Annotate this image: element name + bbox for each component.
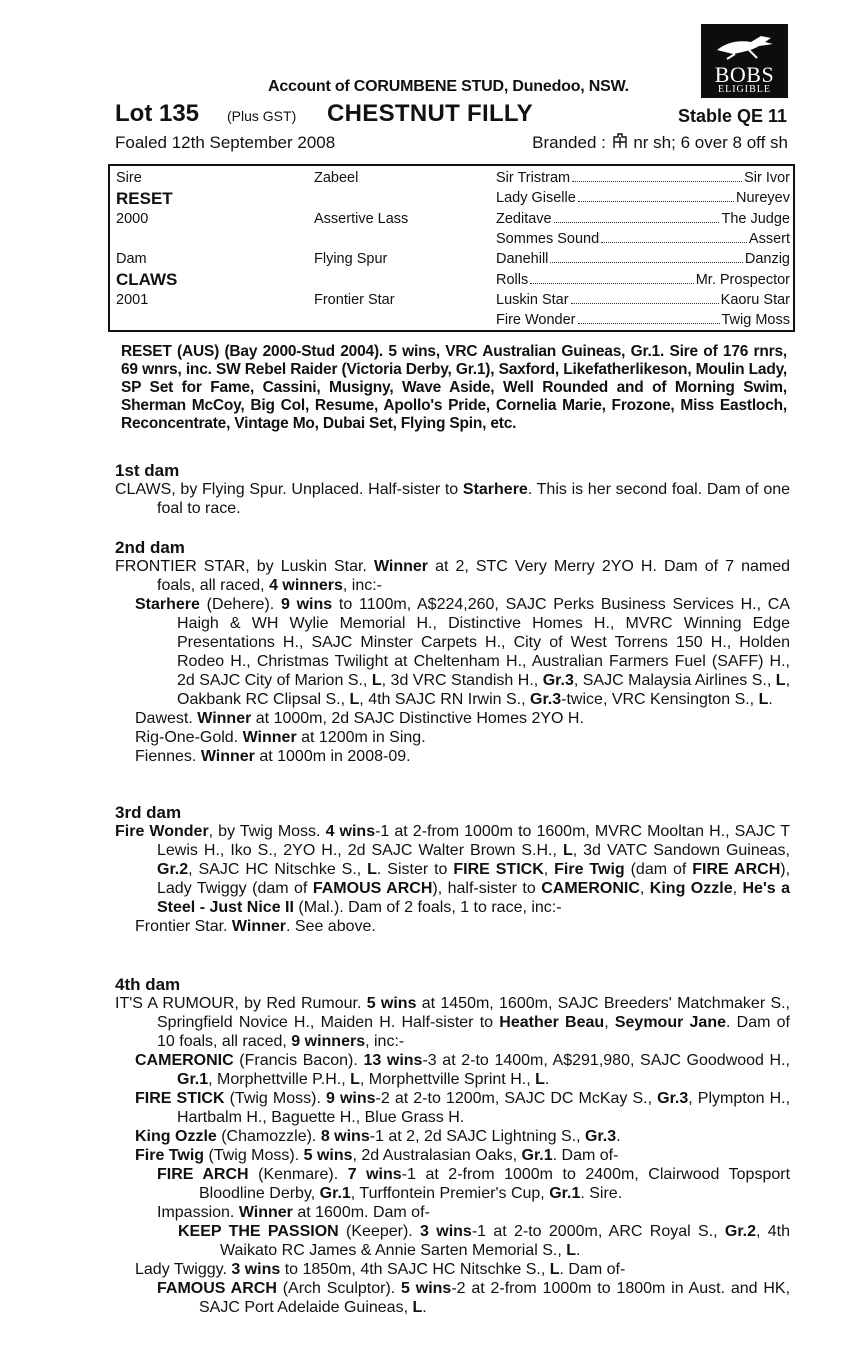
gd-sire: Twig Moss (721, 312, 790, 328)
branded-label: Branded : (532, 133, 606, 152)
dam-entry: Fire Wonder, by Twig Moss. 4 wins-1 at 2-from 1000m to 1600m, MVRC Mooltan H., SAJC T Lewis H., Iko S., 2YO H., 2d SAJC Walter Brown S.H., L, 3d VATC Sandown Guineas, Gr.2, SAJC HC Nitschke S., L. Sister to FIRE STICK, Fire Twig (dam of FIRE ARCH), Lady Twiggy (dam of FAMOUS ARCH), half-sister to CAMERONIC, King Ozzle, He's a Steel - Just Nice II (Mal.). Dam of 2 foals, 1 to race, inc:- (115, 823, 791, 916)
lot-number: Lot 135 (115, 100, 200, 127)
dam-year: 2001 (116, 292, 149, 308)
progeny-entry: Starhere (Dehere). 9 wins to 1100m, A$224,260, SAJC Perks Business Services H., CA Haigh & WH Wylie Memorial H., Distinctive Homes H., MVRC Winning Edge Presentations H., SAJC Minster Carpets H., City of West Torrens 150 H., Holden Rodeo H., Christmas Twilight at Cheltenham H., Australian Farmers Fuel (SAFF) H., 2d SAJC City of Marion S., L, 3d VRC Standish H., Gr.3, SAJC Malaysia Airlines S., L, Oakbank RC Clipsal S., L, 4th SAJC RN Irwin S., Gr.3-twice, VRC Kensington S., L. (135, 596, 791, 708)
section-heading: 4th dam (115, 975, 181, 994)
gd-horse: Lady Giselle (496, 190, 576, 206)
sire-sire: Zabeel (314, 170, 359, 186)
progeny-entry: Rig-One-Gold. Winner at 1200m in Sing. (135, 729, 426, 746)
first-dam-section (115, 461, 790, 518)
gst-note: (Plus GST) (227, 108, 297, 124)
second-dam-section (115, 538, 790, 766)
granddam-row (496, 211, 790, 227)
branded-marks-text: nr sh; 6 over 8 off sh (633, 133, 788, 152)
progeny-entry: Frontier Star. Winner. See above. (135, 918, 376, 935)
vendor-account: Account of CORUMBENE STUD, Dunedoo, NSW. (268, 78, 629, 95)
stud-brand-icon (611, 133, 629, 149)
sire-summary: RESET (AUS) (Bay 2000-Stud 2004). 5 wins, VRC Australian Guineas, Gr.1. Sire of 176 rnrs, 69 wnrs, inc. SW Rebel Raider (Victoria Derby, Gr.1), Saxford, Likefatherlikeson, Moulin Lady, SP Set for Fame, Cassini, Musigny, Wave Aside, Well Rounded and of Morning Swim, Sherman McCoy, Big Col, Resume, Apollo's Pride, Cornelia Marie, Frozone, Miss Eastloch, Reconcentrate, Vintage Mo, Dubai Set, Flying Spin, etc. (121, 343, 787, 432)
granddam-row (496, 292, 790, 308)
brand-marks (532, 133, 788, 153)
logo-subtitle: ELIGIBLE (718, 84, 771, 95)
gd-horse: Sir Tristram (496, 170, 571, 186)
stable-location: Stable QE 11 (677, 106, 787, 126)
gd-sire: Nureyev (736, 190, 790, 206)
foaled-date: Foaled 12th September 2008 (115, 133, 336, 152)
sire-label: Sire (116, 170, 142, 186)
gd-sire: Kaoru Star (720, 292, 790, 308)
bobs-eligible-logo (701, 24, 788, 98)
grandprogeny-entry: FIRE ARCH (Kenmare). 7 wins-1 at 2-from 1000m to 2400m, Clairwood Topsport Bloodline Derby, Gr.1, Turffontein Premier's Cup, Gr.1. Sire. (157, 1166, 791, 1202)
logo-brand: BOBS (714, 62, 775, 87)
progeny-entry: Lady Twiggy. 3 wins to 1850m, 4th SAJC HC Nitschke S., L. Dam of- (135, 1261, 626, 1278)
dam-entry: IT'S A RUMOUR, by Red Rumour. 5 wins at 1450m, 1600m, SAJC Breeders' Matchmaker S., Springfield Novice H., Maiden H. Half-sister to Heather Beau, Seymour Jane. Dam of 10 foals, all raced, 9 winners, inc:- (115, 995, 791, 1050)
progeny-entry: Fire Twig (Twig Moss). 5 wins, 2d Australasian Oaks, Gr.1. Dam of- (135, 1147, 619, 1164)
dam-entry: FRONTIER STAR, by Luskin Star. Winner at 2, STC Very Merry 2YO H. Dam of 7 named foals, all raced, 4 winners, inc:- (115, 558, 790, 594)
dam-name: CLAWS (116, 270, 178, 289)
gd-horse: Rolls (496, 272, 529, 288)
racehorse-icon (713, 30, 777, 60)
dam-entry: CLAWS, by Flying Spur. Unplaced. Half-sister to Starhere. This is her second foal. Dam of one foal to race. (115, 481, 791, 517)
granddam-row (496, 272, 790, 288)
lot-header (115, 100, 790, 128)
dam-dam: Frontier Star (314, 292, 395, 308)
progeny-entry: CAMERONIC (Francis Bacon). 13 wins-3 at 2-to 1400m, A$291,980, SAJC Goodwood H., Gr.1, Morphettville P.H., L, Morphettville Sprint H., L. (135, 1052, 791, 1088)
greatgrandprogeny-entry: KEEP THE PASSION (Keeper). 3 wins-1 at 2-to 2000m, ARC Royal S., Gr.2, 4th Waikato RC James & Annie Sarten Memorial S., L. (178, 1223, 791, 1259)
gd-sire: The Judge (721, 211, 790, 227)
progeny-entry: Fiennes. Winner at 1000m in 2008-09. (135, 748, 411, 765)
progeny-entry: FIRE STICK (Twig Moss). 9 wins-2 at 2-to 1200m, SAJC DC McKay S., Gr.3, Plympton H., Hartbalm H., Baguette H., Blue Grass H. (135, 1090, 791, 1126)
gd-horse: Sommes Sound (496, 231, 600, 247)
sire-dam: Assertive Lass (314, 211, 409, 227)
section-heading: 2nd dam (115, 538, 185, 557)
gd-sire: Danzig (744, 251, 790, 267)
grandprogeny-entry: FAMOUS ARCH (Arch Sculptor). 5 wins-2 at 2-from 1000m to 1800m in Aust. and HK, SAJC Port Adelaide Guineas, L. (157, 1280, 791, 1316)
granddam-row (496, 312, 790, 328)
granddam-row (496, 231, 790, 247)
horse-description: CHESTNUT FILLY (327, 100, 533, 127)
gd-sire: Mr. Prospector (695, 272, 790, 288)
gd-horse: Luskin Star (496, 292, 569, 308)
sire-name: RESET (116, 189, 173, 208)
gd-sire: Sir Ivor (744, 170, 790, 186)
section-heading: 3rd dam (115, 803, 182, 822)
dam-label: Dam (116, 251, 147, 267)
granddam-row (496, 190, 790, 206)
fourth-dam-section (115, 975, 790, 1317)
pedigree-table (108, 164, 795, 332)
gd-horse: Danehill (496, 251, 549, 267)
sire-year: 2000 (116, 211, 149, 227)
gd-horse: Zeditave (496, 211, 552, 227)
progeny-entry: Dawest. Winner at 1000m, 2d SAJC Distinctive Homes 2YO H. (135, 710, 584, 727)
granddam-row (496, 170, 790, 186)
granddam-row (496, 251, 790, 267)
gd-horse: Fire Wonder (496, 312, 576, 328)
gd-sire: Assert (748, 231, 790, 247)
third-dam-section (115, 803, 790, 936)
progeny-entry: King Ozzle (Chamozzle). 8 wins-1 at 2, 2d SAJC Lightning S., Gr.3. (135, 1128, 621, 1145)
grandprogeny-entry: Impassion. Winner at 1600m. Dam of- (157, 1204, 430, 1221)
dam-sire: Flying Spur (314, 251, 388, 267)
section-heading: 1st dam (115, 461, 180, 480)
